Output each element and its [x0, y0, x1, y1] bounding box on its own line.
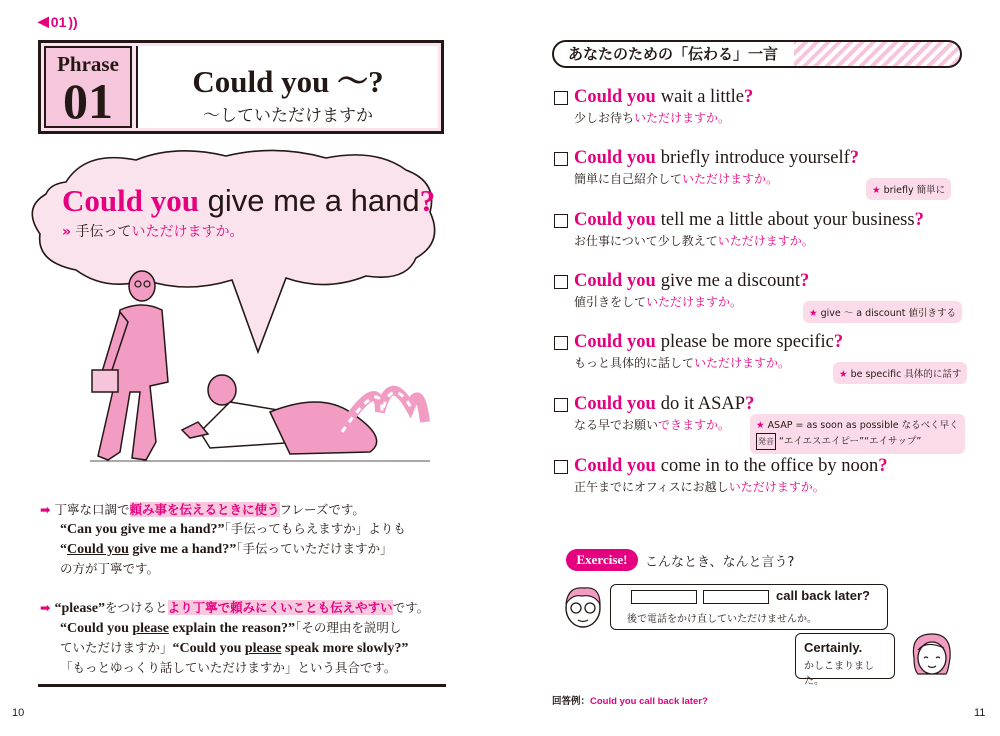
section-heading-bar — [552, 40, 962, 68]
bubble-english-phrase — [62, 183, 435, 219]
note1-ja-4: の方が丁寧です。 — [60, 561, 160, 576]
item-rest: come in to the office by noon — [660, 456, 879, 476]
bubble-ja-plain: 手伝って — [75, 224, 132, 240]
star-icon: ★ — [756, 420, 765, 431]
note2-ja-2: 「その理由を説明し — [295, 620, 402, 635]
star-icon: ★ — [872, 185, 881, 196]
note2-text-b: です。 — [392, 600, 430, 615]
item-highlight: Could you — [574, 210, 656, 230]
phrase-label: Phrase — [57, 52, 119, 76]
pink-arrow-icon: ➡ — [40, 600, 51, 615]
man-face-icon — [560, 580, 606, 630]
explanation-note-2 — [40, 598, 429, 677]
item-ja-plain: 少しお待ち — [574, 111, 635, 125]
item-ja-highlight: いただけますか。 — [717, 234, 814, 248]
note2-q2-underlined: please — [244, 641, 282, 656]
sound-wave-icon: )) — [68, 13, 78, 30]
tip-briefly — [866, 178, 951, 200]
item-ja-highlight: いただけますか。 — [634, 111, 731, 125]
item-question-mark: ? — [878, 456, 888, 476]
item-ja-plain: 簡単に自己紹介して — [574, 172, 683, 186]
item-rest: briefly introduce yourself — [660, 148, 850, 168]
answer-example — [552, 693, 708, 707]
exercise-badge: Exercise! — [566, 549, 638, 571]
note1-ja-2: 「手伝ってもらえますか」よりも — [224, 521, 406, 536]
note1-quote-can-you: “Can you give me a hand?” — [60, 522, 225, 537]
phrase-title-en: Could you ～? — [192, 64, 384, 99]
item-ja-plain: 正午までにオフィスにお越し — [574, 480, 729, 494]
checkbox[interactable] — [554, 214, 568, 228]
standing-man-figure — [92, 271, 168, 460]
note2-q1-post: explain the reason?” — [168, 621, 296, 636]
note1-highlight: 頼み事を伝えるときに使う — [129, 502, 280, 517]
item-rest: give me a discount — [660, 271, 800, 291]
note1-quote-open: “ — [60, 542, 67, 557]
item-rest: please be more specific — [660, 332, 834, 352]
bubble-japanese — [62, 221, 244, 241]
item-rest: wait a little — [660, 87, 744, 107]
checkbox[interactable] — [554, 275, 568, 289]
item-rest: tell me a little about your business — [660, 210, 915, 230]
tip-asap — [750, 414, 965, 454]
bubble-highlight: Could you — [62, 183, 199, 218]
note1-text-a: 丁寧な口調で — [54, 502, 130, 517]
answer-rest: call back later? — [636, 696, 708, 707]
tip-discount — [803, 301, 962, 323]
pink-arrow-icon: ➡ — [40, 502, 51, 517]
answer-label: 回答例： — [552, 696, 591, 707]
item-highlight: Could you — [574, 87, 656, 107]
note1-text-b: フレーズです。 — [279, 502, 365, 517]
item-ja-highlight: いただけますか。 — [694, 356, 791, 370]
item-ja-plain: もっと具体的に話して — [574, 356, 695, 370]
checkbox[interactable] — [554, 336, 568, 350]
star-icon: ★ — [839, 369, 848, 380]
item-ja-plain: なる早でお願い — [574, 418, 659, 432]
checkbox[interactable] — [554, 460, 568, 474]
reply-ja: かしこまりました。 — [804, 661, 874, 687]
phrase-item-3[interactable] — [554, 210, 929, 249]
star-icon: ★ — [809, 308, 818, 319]
checkbox[interactable] — [554, 398, 568, 412]
item-ja-plain: 値引きをして — [574, 295, 647, 309]
phrase-header — [38, 40, 444, 134]
item-ja-highlight: いただけますか。 — [646, 295, 743, 309]
left-page-bottom-rule — [38, 684, 446, 687]
phrase-item-2[interactable] — [554, 148, 864, 187]
woman-face-icon — [906, 628, 956, 680]
speaker-icon: ◀ — [38, 13, 49, 29]
tip-text: briefly 簡単に — [883, 185, 946, 196]
item-question-mark: ? — [833, 332, 844, 352]
note1-quote-rest: give me a hand?” — [128, 542, 237, 557]
checkbox[interactable] — [554, 91, 568, 105]
phrase-item-5[interactable] — [554, 332, 848, 371]
phrase-item-6[interactable] — [554, 394, 759, 433]
double-chevron-icon: » — [62, 224, 72, 240]
note1-ja-3: 「手伝っていただけますか」 — [236, 541, 393, 556]
exercise-reply-box — [795, 633, 895, 687]
note2-q2-pre: “Could you — [172, 641, 245, 656]
tip-pronunciation: “エイエスエイピー”“エイサップ” — [779, 436, 922, 447]
tip-specific — [833, 362, 967, 384]
phrase-title-box — [136, 46, 438, 128]
exercise-line-en: call back later? — [776, 588, 870, 603]
item-question-mark: ? — [743, 87, 754, 107]
exercise-line-ja: 後で電話をかけ直していただけませんか。 — [627, 614, 817, 625]
audio-track-label[interactable] — [38, 13, 78, 30]
answer-highlight: Could you — [590, 696, 637, 707]
reply-en: Certainly. — [804, 640, 863, 655]
note2-q2-post: speak more slowly?” — [281, 641, 409, 656]
bubble-rest: give me a hand — [198, 183, 420, 218]
illustration-man-and-lying-man — [90, 262, 430, 472]
phrase-label-box — [44, 46, 132, 128]
item-highlight: Could you — [574, 394, 656, 414]
phrase-item-7[interactable] — [554, 456, 893, 495]
answer-blank-2[interactable] — [703, 590, 769, 604]
note1-underlined: Could you — [67, 542, 129, 557]
note2-text-a: をつけると — [105, 600, 168, 615]
tip-text: be specific 具体的に話す — [850, 369, 962, 380]
bubble-question-mark: ? — [419, 183, 436, 218]
exercise-question-box — [610, 584, 888, 630]
note2-q1-underlined: please — [132, 621, 169, 636]
phrase-title-ja: ～していただけますか — [203, 106, 373, 126]
phrase-item-4[interactable] — [554, 271, 814, 310]
item-ja-highlight: いただけますか。 — [728, 480, 825, 494]
tip-text: ASAP = as soon as possible なるべく早く — [767, 420, 959, 431]
item-highlight: Could you — [574, 332, 656, 352]
bubble-ja-highlight: いただけますか。 — [131, 224, 244, 240]
note2-ja-4: 「もっとゆっくり話していただけますか」という具合です。 — [60, 660, 397, 675]
item-rest: do it ASAP — [660, 394, 746, 414]
item-ja-highlight: いただけますか。 — [682, 172, 779, 186]
phrase-number: 01 — [63, 73, 113, 129]
note2-q1-pre: “Could you — [60, 621, 133, 636]
item-ja-highlight: できますか。 — [658, 418, 731, 432]
item-highlight: Could you — [574, 148, 656, 168]
item-highlight: Could you — [574, 456, 656, 476]
item-highlight: Could you — [574, 271, 656, 291]
item-question-mark: ? — [799, 271, 810, 291]
note2-highlight: より丁寧で頼みにくいことも伝えやすい — [167, 600, 393, 615]
explanation-note-1 — [40, 500, 406, 578]
note2-please: “please” — [54, 601, 106, 616]
note2-ja-3: ていただけますか」 — [60, 640, 173, 655]
phrase-item-1[interactable] — [554, 87, 758, 126]
page-number-left: 10 — [12, 707, 25, 719]
track-number: 01 — [50, 13, 67, 30]
answer-blank-1[interactable] — [631, 590, 697, 604]
item-question-mark: ? — [849, 148, 860, 168]
exercise-question: こんなとき、なんと言う? — [645, 555, 795, 570]
checkbox[interactable] — [554, 152, 568, 166]
section-heading: あなたのための「伝わる」一言 — [554, 42, 794, 66]
pronunciation-badge: 発音 — [756, 433, 776, 450]
item-question-mark: ? — [914, 210, 924, 230]
page-number-right: 11 — [974, 707, 986, 719]
tip-text: give ～ a discount 値引きする — [820, 308, 957, 319]
item-question-mark: ? — [745, 394, 755, 414]
striped-sleeping-bag — [270, 391, 425, 454]
item-ja-plain: お仕事について少し教えて — [574, 234, 718, 248]
